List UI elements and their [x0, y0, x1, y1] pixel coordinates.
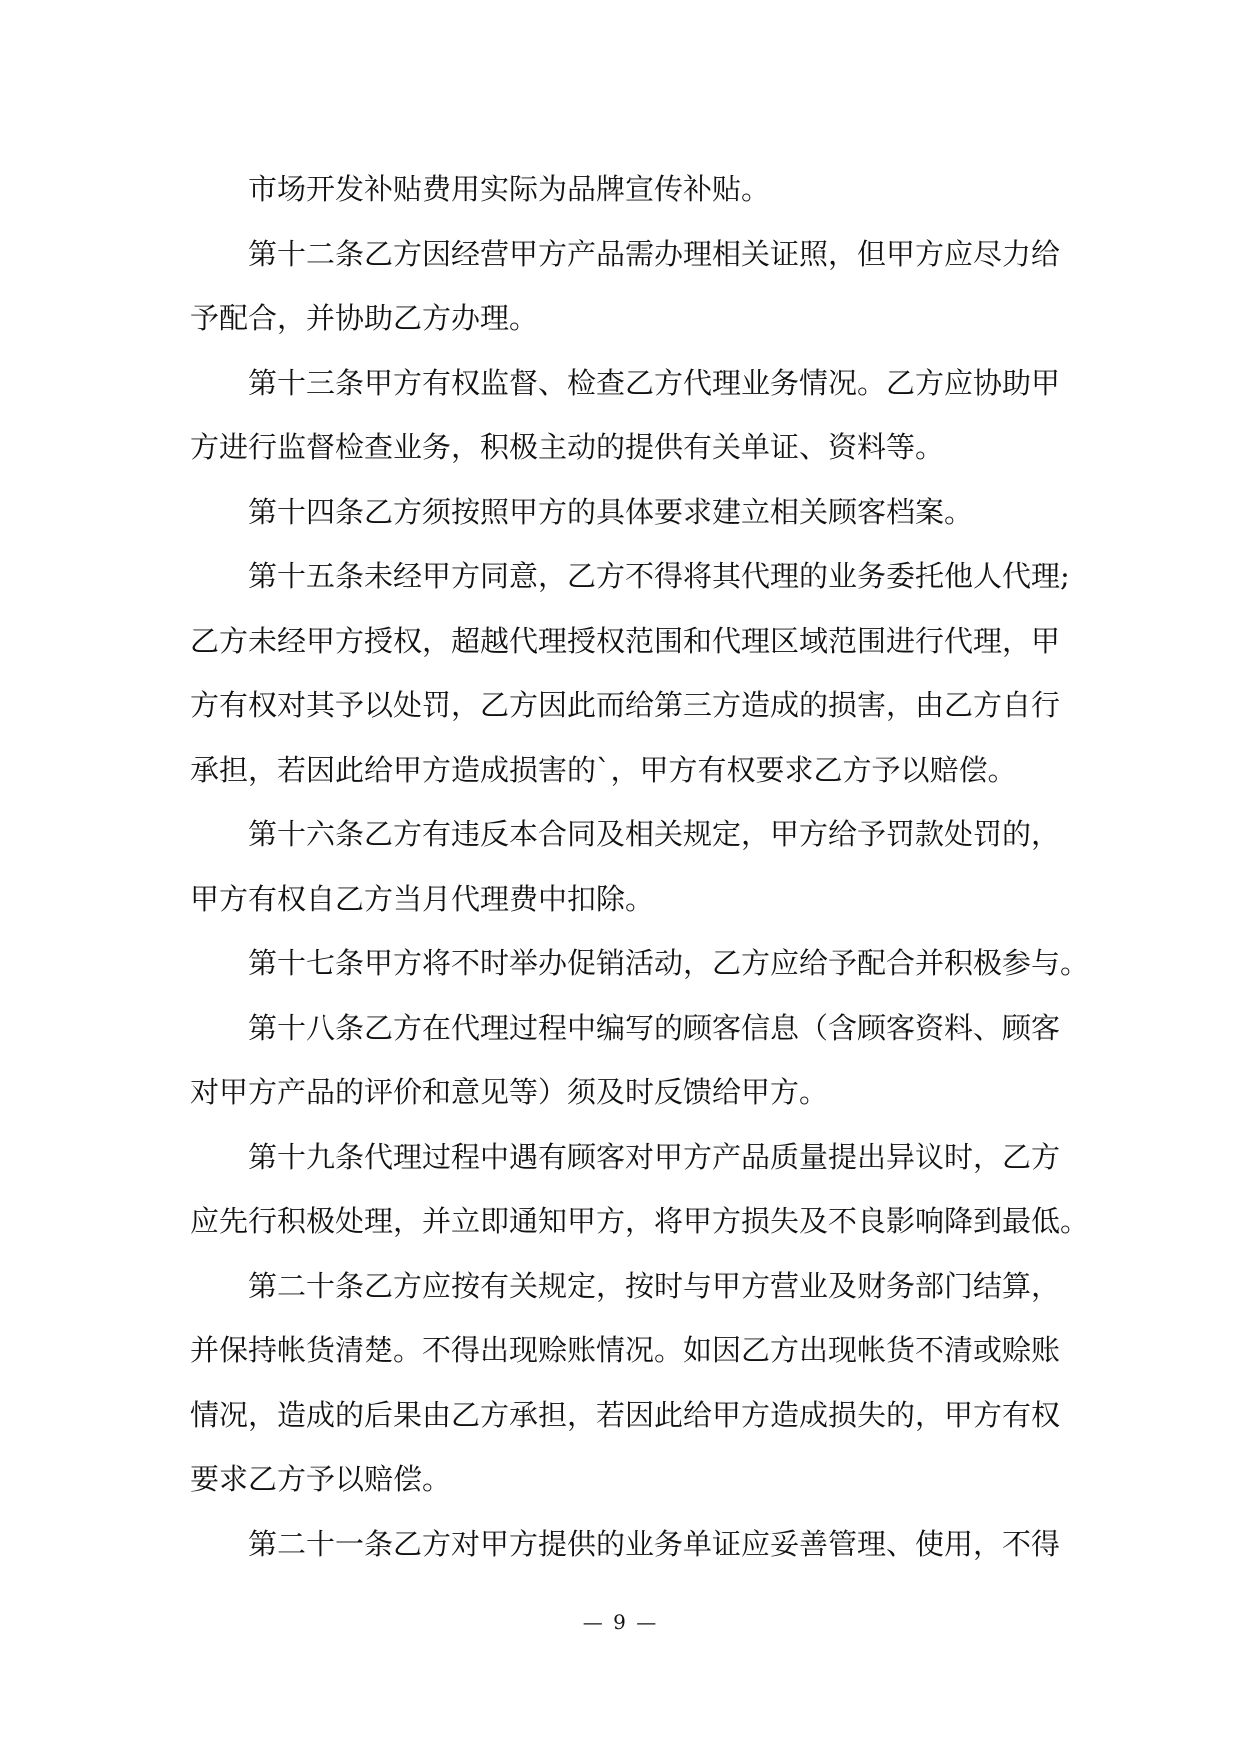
text-line: 第二十条乙方应按有关规定，按时与甲方营业及财务部门结算， — [248, 1268, 1061, 1303]
text-line: 应先行积极处理，并立即通知甲方，将甲方损失及不良影响降到最低。 — [190, 1204, 1090, 1238]
text-line: 情况，造成的后果由乙方承担，若因此给甲方造成损失的，甲方有权 — [190, 1397, 1061, 1432]
text-line: 甲方有权自乙方当月代理费中扣除。 — [190, 881, 655, 916]
text-line: 第十二条乙方因经营甲方产品需办理相关证照，但甲方应尽力给 — [248, 236, 1061, 271]
text-line: 予配合，并协助乙方办理。 — [190, 301, 539, 335]
text-line: 方进行监督检查业务，积极主动的提供有关单证、资料等。 — [190, 430, 945, 464]
text-line: 第十六条乙方有违反本合同及相关规定，甲方给予罚款处罚的， — [248, 817, 1061, 851]
page-number: — 9 — — [582, 1610, 659, 1634]
text-line: 第十八条乙方在代理过程中编写的顾客信息（含顾客资料、顾客 — [248, 1010, 1061, 1045]
text-line: 第十七条甲方将不时举办促销活动，乙方应给予配合并积极参与。 — [248, 946, 1090, 980]
text-line: 第十四条乙方须按照甲方的具体要求建立相关顾客档案。 — [248, 494, 974, 529]
text-line: 要求乙方予以赔偿。 — [190, 1462, 452, 1496]
text-line: 并保持帐货清楚。不得出现赊账情况。如因乙方出现帐货不清或赊账 — [190, 1333, 1061, 1367]
text-line: 第十五条未经甲方同意，乙方不得将其代理的业务委托他人代理; — [248, 559, 1070, 593]
text-line: 第二十一条乙方对甲方提供的业务单证应妥善管理、使用，不得 — [248, 1526, 1061, 1561]
body-text — [190, 157, 1090, 1576]
text-line: 乙方未经甲方授权，超越代理授权范围和代理区域范围进行代理，甲 — [190, 623, 1061, 658]
text-line: 第十九条代理过程中遇有顾客对甲方产品质量提出异议时，乙方 — [248, 1139, 1061, 1174]
text-line: 承担，若因此给甲方造成损害的`，甲方有权要求乙方予以赔偿。 — [190, 752, 1017, 787]
text-line: 市场开发补贴费用实际为品牌宣传补贴。 — [248, 172, 771, 206]
text-line: 方有权对其予以处罚，乙方因此而给第三方造成的损害，由乙方自行 — [190, 688, 1061, 722]
text-line: 第十三条甲方有权监督、检查乙方代理业务情况。乙方应协助甲 — [248, 365, 1061, 400]
text-line: 对甲方产品的评价和意见等）须及时反馈给甲方。 — [190, 1075, 829, 1109]
